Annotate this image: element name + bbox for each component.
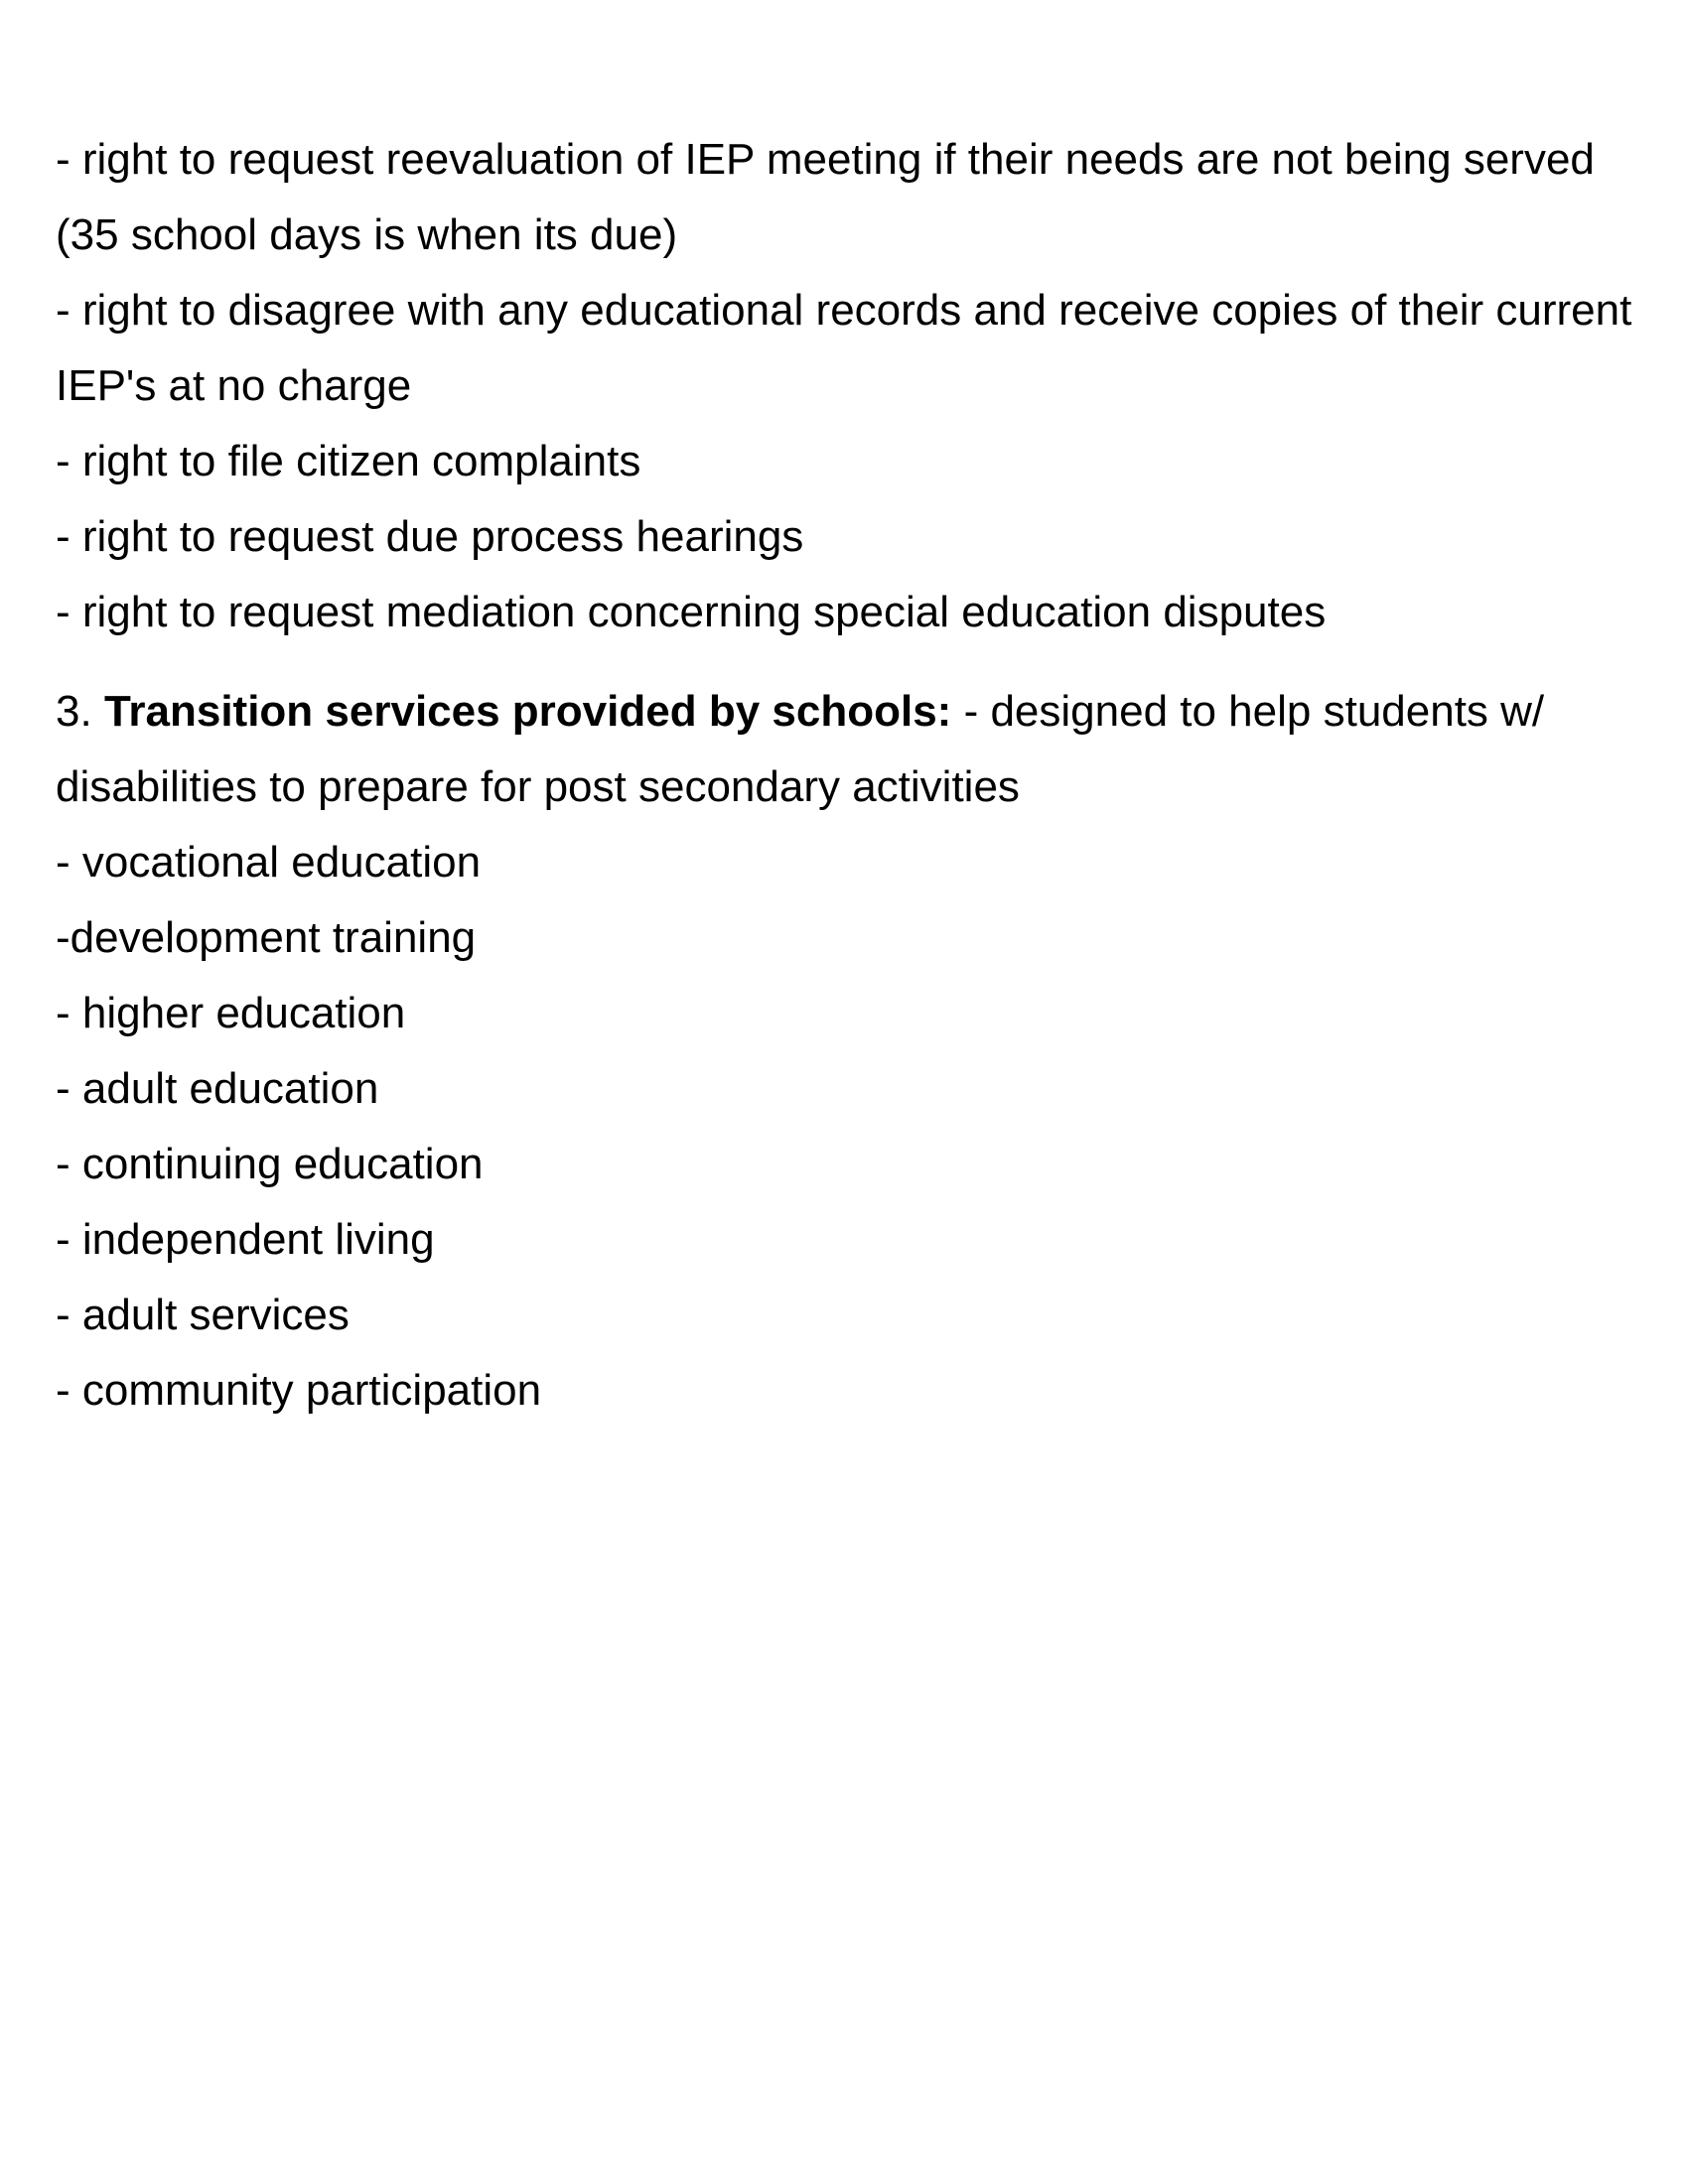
rights-line: - right to request reevaluation of IEP meeting if their needs are not being served — [56, 135, 1595, 184]
section-number: 3. — [56, 687, 92, 736]
list-item: - independent living — [56, 1215, 435, 1264]
list-item: - adult education — [56, 1064, 379, 1113]
section-3-heading-line — [56, 674, 1644, 750]
list-item: - adult services — [56, 1291, 350, 1339]
document-body — [56, 122, 1644, 1429]
rights-line: IEP's at no charge — [56, 361, 412, 410]
list-item: - higher education — [56, 989, 406, 1037]
section-intro: - designed to help students w/ — [963, 687, 1545, 736]
section-3 — [56, 674, 1644, 1429]
rights-line: - right to file citizen complaints — [56, 437, 641, 485]
rights-line: - right to disagree with any educational records and receive copies of their current — [56, 286, 1632, 335]
rights-list — [56, 122, 1644, 650]
section-heading: Transition services provided by schools: — [103, 687, 952, 736]
rights-line: - right to request due process hearings — [56, 512, 804, 561]
paragraph-spacer — [56, 650, 1644, 674]
list-item: - vocational education — [56, 838, 482, 887]
list-item: - community participation — [56, 1366, 542, 1415]
section-intro-continued: disabilities to prepare for post secondary activities — [56, 762, 1020, 811]
list-item: - continuing education — [56, 1140, 484, 1188]
list-item: -development training — [56, 913, 477, 962]
rights-line: - right to request mediation concerning special education disputes — [56, 588, 1327, 636]
rights-line: (35 school days is when its due) — [56, 210, 678, 259]
